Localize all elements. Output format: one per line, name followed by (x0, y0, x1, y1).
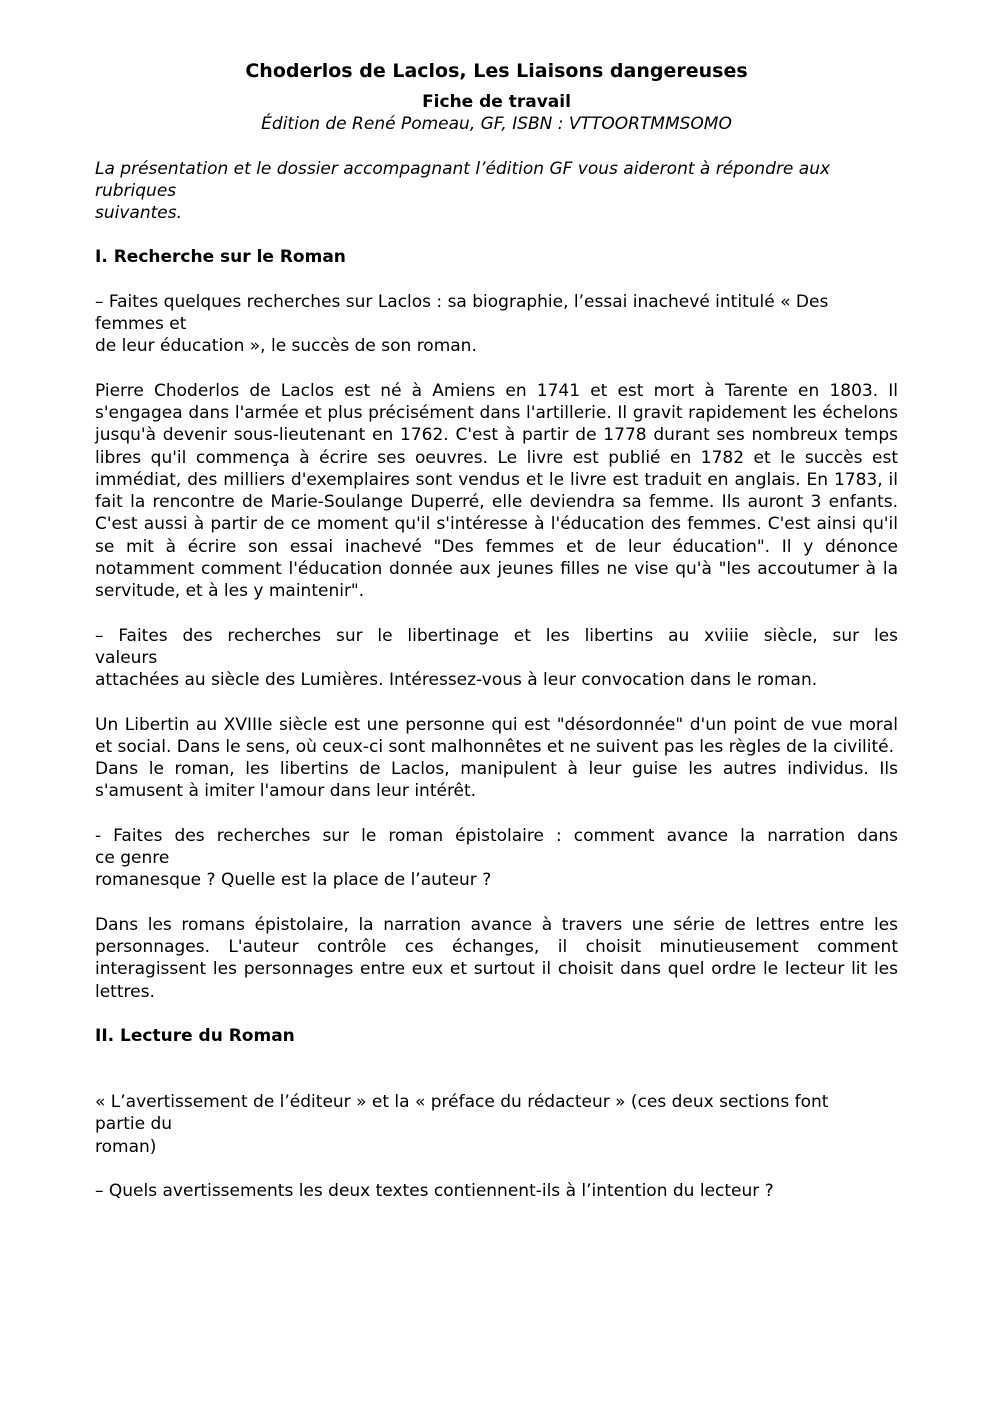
question-line: partie du (95, 1114, 173, 1135)
answer-libertinage (95, 714, 898, 803)
document-title: Choderlos de Laclos, Les Liaisons dangereuses (245, 60, 748, 82)
question-line: valeurs (95, 647, 158, 668)
question-epistolaire (95, 825, 898, 892)
question-avertissements: – Quels avertissements les deux textes contiennent-ils à l’intention du lecteur ? (95, 1180, 774, 1201)
question-line: – Faites quelques recherches sur Laclos : sa biographie, l’essai inachevé intitulé « Des (95, 291, 829, 312)
question-line: – Faites des recherches sur le libertinage et les libertins au xviiie siècle, sur les (95, 625, 898, 646)
question-line: romanesque ? Quelle est la place de l’auteur ? (95, 870, 492, 891)
question-line: de leur éducation », le succès de son roman. (95, 336, 477, 357)
question-line: ce genre (95, 848, 170, 869)
intro-paragraph (95, 158, 898, 225)
document-page (95, 58, 898, 1224)
question-line: roman) (95, 1136, 157, 1157)
answer-paragraph: Un Libertin au XVIIIe siècle est une personne qui est "désordonnée" d'un point de vue moral et social. Dans le sens, où ceux-ci sont malhonnêtes et ne suivent pas les règles de la civilité. (95, 714, 898, 757)
question-line: attachées au siècle des Lumières. Intéressez-vous à leur convocation dans le roman. (95, 670, 818, 691)
question-libertinage (95, 625, 898, 692)
document-subtitle: Fiche de travail (422, 92, 571, 112)
lecture-intro (95, 1091, 898, 1158)
answer-laclos: Pierre Choderlos de Laclos est né à Amiens en 1741 et est mort à Tarente en 1803. Il s'engagea dans l'armée et plus précisément dans l'artillerie. Il gravit rapidement les échelons jusqu'à devenir sous-lieutenant en 1762. C'est à partir de 1778 durant ses nombreux temps libres qu'il commença à écrire ses oeuvres. Le livre est publié en 1782 et le succès est immédiat, des milliers d'exemplaires sont vendus et le livre est traduit en anglais. En 1783, il fait la rencontre de Marie-Soulange Duperré, elle deviendra sa femme. Ils auront 3 enfants. C'est aussi à partir de ce moment qu'il s'intéresse à l'éducation des femmes. C'est ainsi qu'il se mit à écrire son essai inachevé "Des femmes et de leur éducation". Il y dénonce notamment comment l'éducation donnée aux jeunes filles ne vise qu'à "les accoutumer à la servitude, et à les y maintenir". (95, 380, 898, 602)
intro-line: suivantes. (95, 203, 182, 224)
section-heading-lecture: II. Lecture du Roman (95, 1025, 295, 1046)
question-laclos (95, 291, 898, 358)
section-heading-recherche: I. Recherche sur le Roman (95, 247, 346, 268)
question-line: - Faites des recherches sur le roman épistolaire : comment avance la narration dans (95, 825, 898, 846)
answer-paragraph: Dans le roman, les libertins de Laclos, manipulent à leur guise les autres individus. Ils s'amusent à imiter l'amour dans leur intérêt. (95, 759, 898, 802)
intro-line: La présentation et le dossier accompagnant l’édition GF vous aideront à répondre aux (95, 158, 831, 179)
intro-line: rubriques (95, 180, 177, 201)
answer-epistolaire: Dans les romans épistolaire, la narration avance à travers une série de lettres entre les personnages. L'auteur contrôle ces échanges, il choisit minutieusement comment interagissent les personnages entre eux et surtout il choisit dans quel ordre le lecteur lit les lettres. (95, 914, 898, 1002)
question-line: « L’avertissement de l’éditeur » et la « préface du rédacteur » (ces deux sections font (95, 1092, 829, 1113)
edition-info: Édition de René Pomeau, GF, ISBN : VTTOORTMMSOMO (261, 114, 732, 135)
question-line: femmes et (95, 314, 187, 335)
